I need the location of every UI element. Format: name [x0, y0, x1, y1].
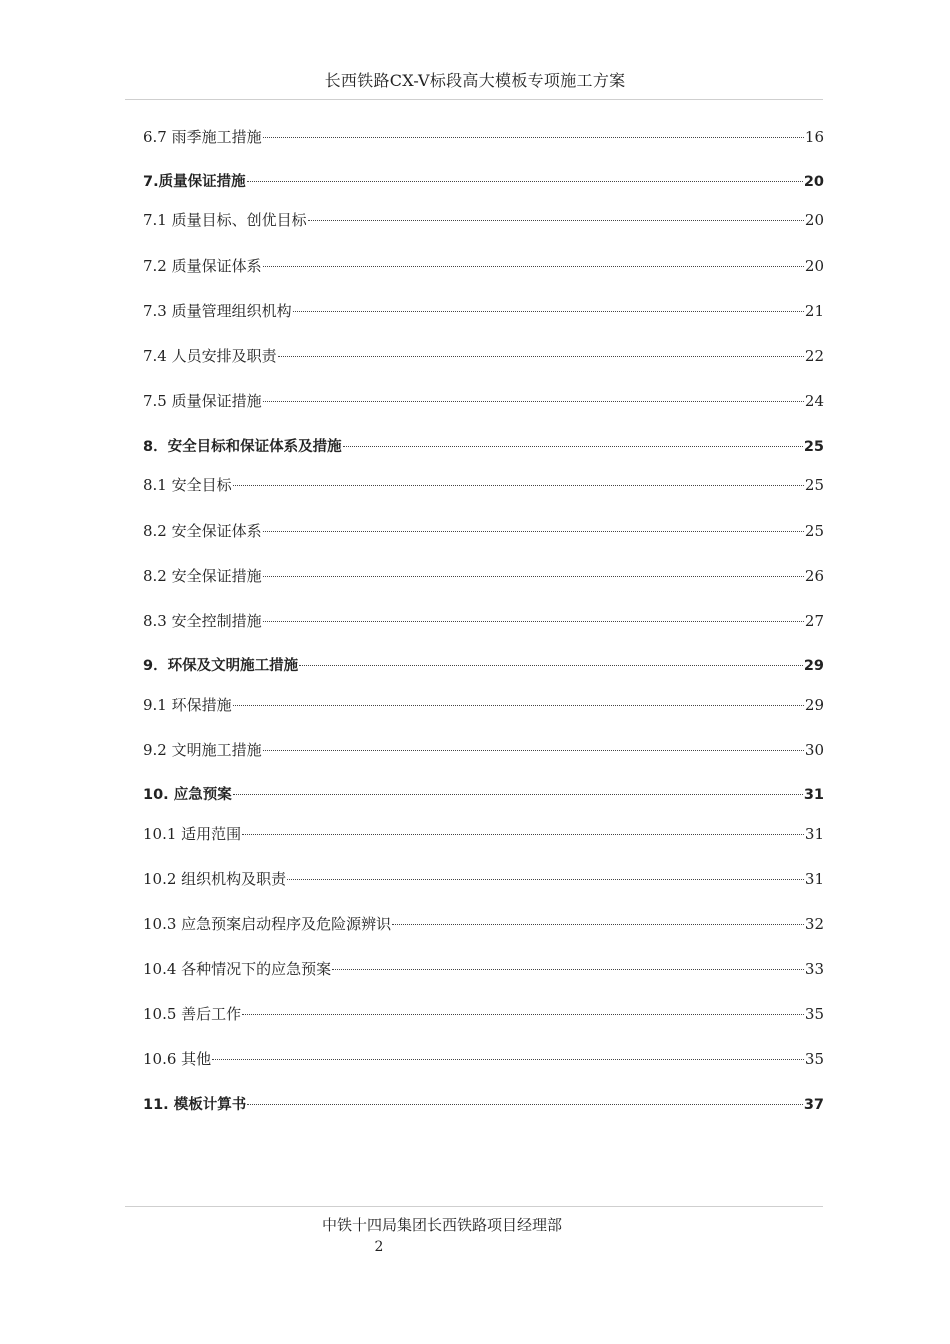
toc-dot-leader	[247, 181, 803, 182]
toc-entry-label: 10.1 适用范围	[143, 825, 242, 843]
toc-dot-leader	[392, 924, 804, 925]
header-divider	[125, 99, 823, 100]
toc-entry[interactable]	[143, 345, 824, 367]
toc-dot-leader	[263, 750, 804, 751]
toc-entry-label: 6.7 雨季施工措施	[143, 128, 262, 146]
toc-dot-leader	[263, 266, 804, 267]
toc-dot-leader	[233, 794, 803, 795]
toc-entry-label: 10.4 各种情况下的应急预案	[143, 960, 332, 978]
toc-entry-page: 22	[804, 347, 824, 365]
toc-entry[interactable]	[143, 823, 824, 845]
toc-dot-leader	[263, 576, 804, 577]
toc-entry[interactable]	[143, 1003, 824, 1025]
toc-entry[interactable]	[143, 739, 824, 761]
toc-entry-label: 8.3 安全控制措施	[143, 612, 262, 630]
toc-dot-leader	[233, 705, 804, 706]
footer-divider	[125, 1206, 823, 1207]
toc-dot-leader	[332, 969, 804, 970]
toc-entry-page: 20	[804, 211, 824, 229]
toc-entry-page: 20	[803, 174, 824, 190]
toc-entry-label: 9．环保及文明施工措施	[143, 658, 299, 674]
toc-dot-leader	[287, 879, 804, 880]
toc-entry-label: 7.质量保证措施	[143, 174, 246, 190]
toc-entry[interactable]	[143, 126, 824, 148]
toc-entry-page: 20	[804, 257, 824, 275]
toc-entry-label: 8．安全目标和保证体系及措施	[143, 439, 342, 455]
toc-dot-leader	[263, 401, 804, 402]
toc-entry[interactable]	[143, 655, 824, 677]
toc-entry-page: 35	[804, 1050, 824, 1068]
toc-entry-label: 10. 应急预案	[143, 787, 232, 803]
toc-entry[interactable]	[143, 1094, 824, 1116]
toc-entry-page: 25	[804, 522, 824, 540]
toc-entry-page: 26	[804, 567, 824, 585]
toc-entry-label: 7.4 人员安排及职责	[143, 347, 277, 365]
toc-entry-label: 8.2 安全保证体系	[143, 522, 262, 540]
toc-entry[interactable]	[143, 565, 824, 587]
toc-entry-label: 9.2 文明施工措施	[143, 741, 262, 759]
toc-entry[interactable]	[143, 300, 824, 322]
toc-entry-label: 10.3 应急预案启动程序及危险源辨识	[143, 915, 392, 933]
toc-entry-page: 33	[804, 960, 824, 978]
toc-dot-leader	[242, 1014, 804, 1015]
toc-entry-page: 24	[804, 392, 824, 410]
toc-dot-leader	[242, 834, 804, 835]
toc-entry-label: 11. 模板计算书	[143, 1097, 247, 1113]
footer-organization: 中铁十四局集团长西铁路项目经理部	[322, 1216, 563, 1234]
toc-entry-page: 16	[804, 128, 824, 146]
toc-dot-leader	[212, 1059, 804, 1060]
toc-dot-leader	[299, 665, 803, 666]
toc-entry[interactable]	[143, 958, 824, 980]
toc-entry-page: 25	[804, 476, 824, 494]
toc-entry-page: 29	[804, 696, 824, 714]
toc-entry-label: 7.2 质量保证体系	[143, 257, 262, 275]
toc-dot-leader	[343, 446, 803, 447]
toc-entry-page: 25	[803, 439, 824, 455]
toc-dot-leader	[278, 356, 804, 357]
toc-entry-page: 35	[804, 1005, 824, 1023]
toc-dot-leader	[263, 137, 804, 138]
toc-entry-label: 7.3 质量管理组织机构	[143, 302, 292, 320]
toc-dot-leader	[293, 311, 804, 312]
page-header-title: 长西铁路CX-V标段高大模板专项施工方案	[324, 71, 626, 90]
toc-entry-label: 10.2 组织机构及职责	[143, 870, 287, 888]
toc-entry-label: 7.1 质量目标、创优目标	[143, 211, 307, 229]
toc-entry-label: 7.5 质量保证措施	[143, 392, 262, 410]
toc-dot-leader	[263, 621, 804, 622]
toc-entry[interactable]	[143, 868, 824, 890]
toc-entry-page: 37	[803, 1097, 824, 1113]
toc-dot-leader	[263, 531, 804, 532]
toc-entry[interactable]	[143, 209, 824, 231]
toc-entry-page: 27	[804, 612, 824, 630]
toc-entry-label: 10.5 善后工作	[143, 1005, 242, 1023]
toc-dot-leader	[308, 220, 804, 221]
toc-dot-leader	[233, 485, 804, 486]
toc-entry-page: 31	[804, 870, 824, 888]
toc-dot-leader	[247, 1104, 803, 1105]
toc-entry-page: 30	[804, 741, 824, 759]
toc-entry-page: 31	[803, 787, 824, 803]
toc-entry[interactable]	[143, 1048, 824, 1070]
toc-entry[interactable]	[143, 436, 824, 458]
toc-entry[interactable]	[143, 610, 824, 632]
toc-entry[interactable]	[143, 474, 824, 496]
toc-entry[interactable]	[143, 255, 824, 277]
toc-entry-label: 10.6 其他	[143, 1050, 212, 1068]
toc-entry-label: 9.1 环保措施	[143, 696, 232, 714]
toc-entry-label: 8.2 安全保证措施	[143, 567, 262, 585]
toc-entry-page: 32	[804, 915, 824, 933]
page-number: 2	[374, 1239, 384, 1255]
toc-entry[interactable]	[143, 784, 824, 806]
toc-entry-page: 29	[803, 658, 824, 674]
toc-entry[interactable]	[143, 390, 824, 412]
toc-entry[interactable]	[143, 520, 824, 542]
toc-entry-label: 8.1 安全目标	[143, 476, 232, 494]
toc-entry[interactable]	[143, 694, 824, 716]
toc-entry[interactable]	[143, 171, 824, 193]
toc-entry[interactable]	[143, 913, 824, 935]
toc-entry-page: 21	[804, 302, 824, 320]
toc-entry-page: 31	[804, 825, 824, 843]
